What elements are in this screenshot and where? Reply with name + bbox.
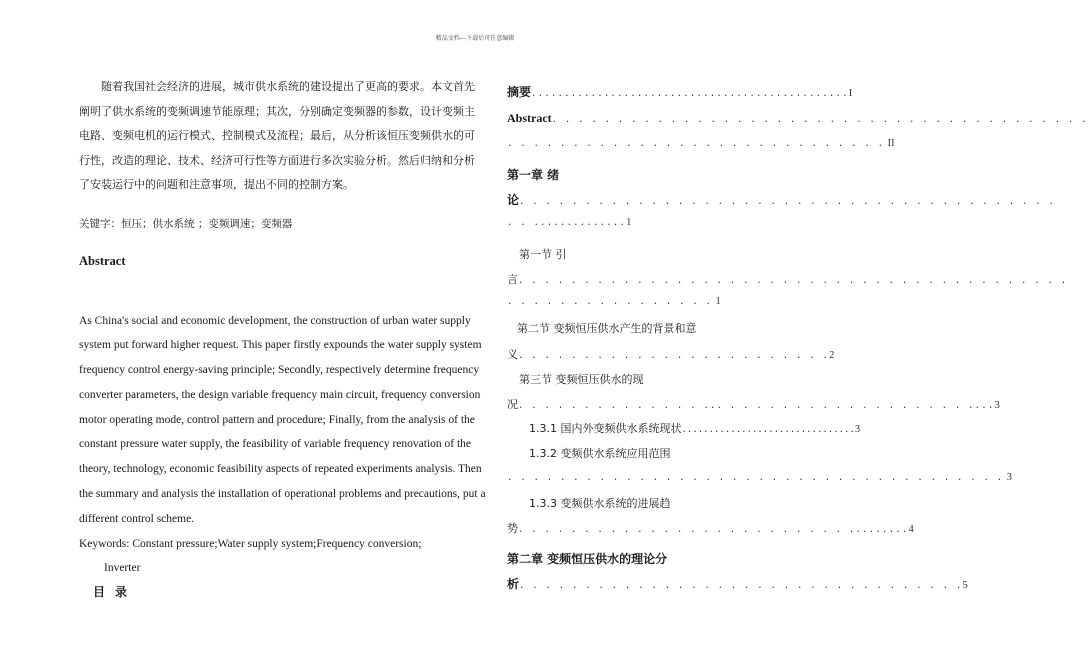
toc-page-number: II — [887, 138, 895, 149]
toc-entry-section3 — [507, 371, 909, 387]
toc-label: 1.3.2 变频供水系统应用范围 — [529, 447, 671, 460]
toc-page-number: 3 — [854, 424, 861, 435]
contents-heading: 目录 — [93, 585, 138, 600]
toc-entry-section3-cont — [507, 396, 1000, 412]
chinese-keywords: 关键字：恒压；供水系统 ；变频调速；变频器 — [79, 217, 293, 230]
toc-leader-dots: . . . . . . . . . . . . . . . . . . . . . . . . — [518, 351, 830, 361]
toc-entry-chapter2 — [507, 550, 897, 567]
toc-entry-chapter1 — [507, 166, 897, 183]
english-abstract-line: motor operating mode, control pattern and procedure; Finally, from the analysis of the — [79, 413, 475, 426]
page-header: 精品文档---下载后可任意编辑 — [435, 35, 515, 42]
toc-leader-dots: . . .............. — [507, 218, 627, 228]
toc-entry-abstract — [507, 111, 1088, 126]
english-abstract-line: converter parameters, the design variable frequency main circuit, frequency conversion — [79, 388, 481, 401]
toc-label: 第二节 变频恒压供水产生的背景和意 — [517, 322, 697, 335]
toc-leader-dots: . . . . . . . . . . . . . . ... . . . . . . . . . . . . . . . . . . .... — [518, 401, 995, 411]
toc-page-number: 2 — [829, 350, 835, 361]
english-abstract-line: different control scheme. — [79, 512, 195, 525]
toc-label: 第二章 变频恒压供水的理论分 — [507, 552, 668, 566]
toc-entry-section2-cont — [507, 346, 897, 362]
toc-leader-dots: ................................................ — [531, 89, 849, 99]
toc-entry-section1-page — [507, 295, 897, 307]
english-abstract-line: system put forward higher request. This paper firstly expounds the water supply system — [79, 339, 482, 352]
toc-entry-section1 — [507, 246, 909, 262]
toc-leader-dots: . . . . . . . . . . . . . . . . . . . . . . . . . . . . . . . . . . . . . . . . . — [551, 115, 1088, 125]
english-abstract-line: the summary and analysis the installation of operational problems and precautions, put a — [79, 488, 486, 501]
toc-label: 第一章 绪 — [507, 168, 560, 182]
toc-label: 1.3.1 国内外变频供水系统现状 — [529, 422, 682, 435]
toc-page-number: I — [848, 88, 853, 99]
toc-leader-dots: ................................ — [681, 425, 855, 435]
toc-leader-dots: . . . . . . . . . . . . . . . . . . . . . . . . . . . . . . . . . . . . . . — [507, 473, 1004, 483]
chinese-abstract: 随着我国社会经济的进展，城市供水系统的建设提出了更高的要求。本文首先阐明了供水系统的变频调速节能原理；其次，分别确定变频器的参数，设计变频主电路、变频电机的运行模式、控制模式及流程；最后，从分析该恒压变频供水的可行性，改造的理论、技术、经济可行性等方面进行多次实验分析。然后归纳和分析了安装运行中的问题和注意事项，提出不同的控制方案。 — [79, 80, 475, 191]
toc-entry-1-3-3-cont — [507, 520, 914, 536]
toc-entry-chapter2-cont — [507, 575, 968, 592]
toc-label-cont: 况 — [507, 398, 518, 411]
toc-label: 第一节 引 — [519, 248, 567, 261]
toc-page-number: 5 — [962, 580, 968, 591]
english-abstract-line: As China's social and economic development, the construction of urban water supply — [79, 314, 471, 327]
toc-label-cont: 论 — [507, 193, 520, 207]
toc-page-number: 1 — [626, 217, 632, 228]
english-abstract-line: constant pressure water supply, the feasibility of variable frequency renovation of the — [79, 438, 472, 451]
toc-label: 第三节 变频恒压供水的现 — [519, 373, 644, 386]
english-keywords-continued: Inverter — [104, 562, 141, 575]
english-abstract-line: theory, technology, economic feasibility aspects of repeated experiments analysis. Then — [79, 463, 482, 476]
toc-leader-dots: . . . . . . . . . . . . . . . . . . . . . . . . . . . . . . . . . . . . . . . . . . — [518, 276, 1068, 286]
toc-label-cont: 言 — [507, 273, 518, 286]
toc-label: 1.3.3 变频供水系统的进展趋 — [529, 497, 671, 510]
english-keywords: Keywords: Constant pressure;Water supply system;Frequency conversion; — [79, 537, 422, 550]
toc-entry-1-3-3 — [507, 495, 919, 511]
toc-page-number: 3 — [1006, 472, 1012, 483]
toc-page-number: 3 — [994, 400, 1000, 411]
toc-page-number: 1 — [715, 296, 721, 307]
toc-entry-chapter1-page — [507, 216, 897, 228]
toc-entry-1-3-2 — [507, 445, 919, 461]
english-abstract — [79, 309, 486, 532]
left-column — [79, 75, 486, 600]
toc-leader-dots: . . . . . . . . . . . . . . . . . . . . . . . . . . . . . — [507, 139, 885, 149]
toc-label-cont: 析 — [507, 577, 520, 591]
toc-page-number: 4 — [908, 524, 914, 535]
toc-entry-1-3-1 — [507, 420, 919, 436]
toc-label-cont: 义 — [507, 348, 518, 361]
toc-entry-chapter1-cont — [507, 191, 1056, 208]
toc-leader-dots: . . . . . . . . . . . . . . . . . . . . . . . . . . . . . . . . . . — [519, 581, 963, 591]
toc-leader-dots: . . . . . . . . . . . . . . . . — [507, 297, 713, 307]
english-abstract-line: frequency control energy-saving principle; Secondly, respectively determine frequency — [79, 364, 480, 377]
toc-entry-section2 — [507, 320, 907, 336]
toc-entry-section1-cont — [507, 271, 1068, 287]
abstract-heading: Abstract — [79, 253, 126, 268]
toc-label-cont: 势 — [507, 522, 518, 535]
toc-leader-dots: . . . . . . . . . . . . . . . . . . . . . . . . . ......... — [518, 525, 909, 535]
toc-label: 摘要 — [507, 85, 532, 99]
toc-entry-zhaiyao — [507, 83, 897, 100]
toc-leader-dots: . . . . . . . . . . . . . . . . . . . . . . . . . . . . . . . . . . . . . . . . . — [519, 197, 1056, 207]
toc-entry-abstract-cont — [507, 137, 897, 149]
toc-entry-1-3-2-cont — [507, 471, 1012, 483]
toc-label: Abstract — [507, 111, 552, 125]
